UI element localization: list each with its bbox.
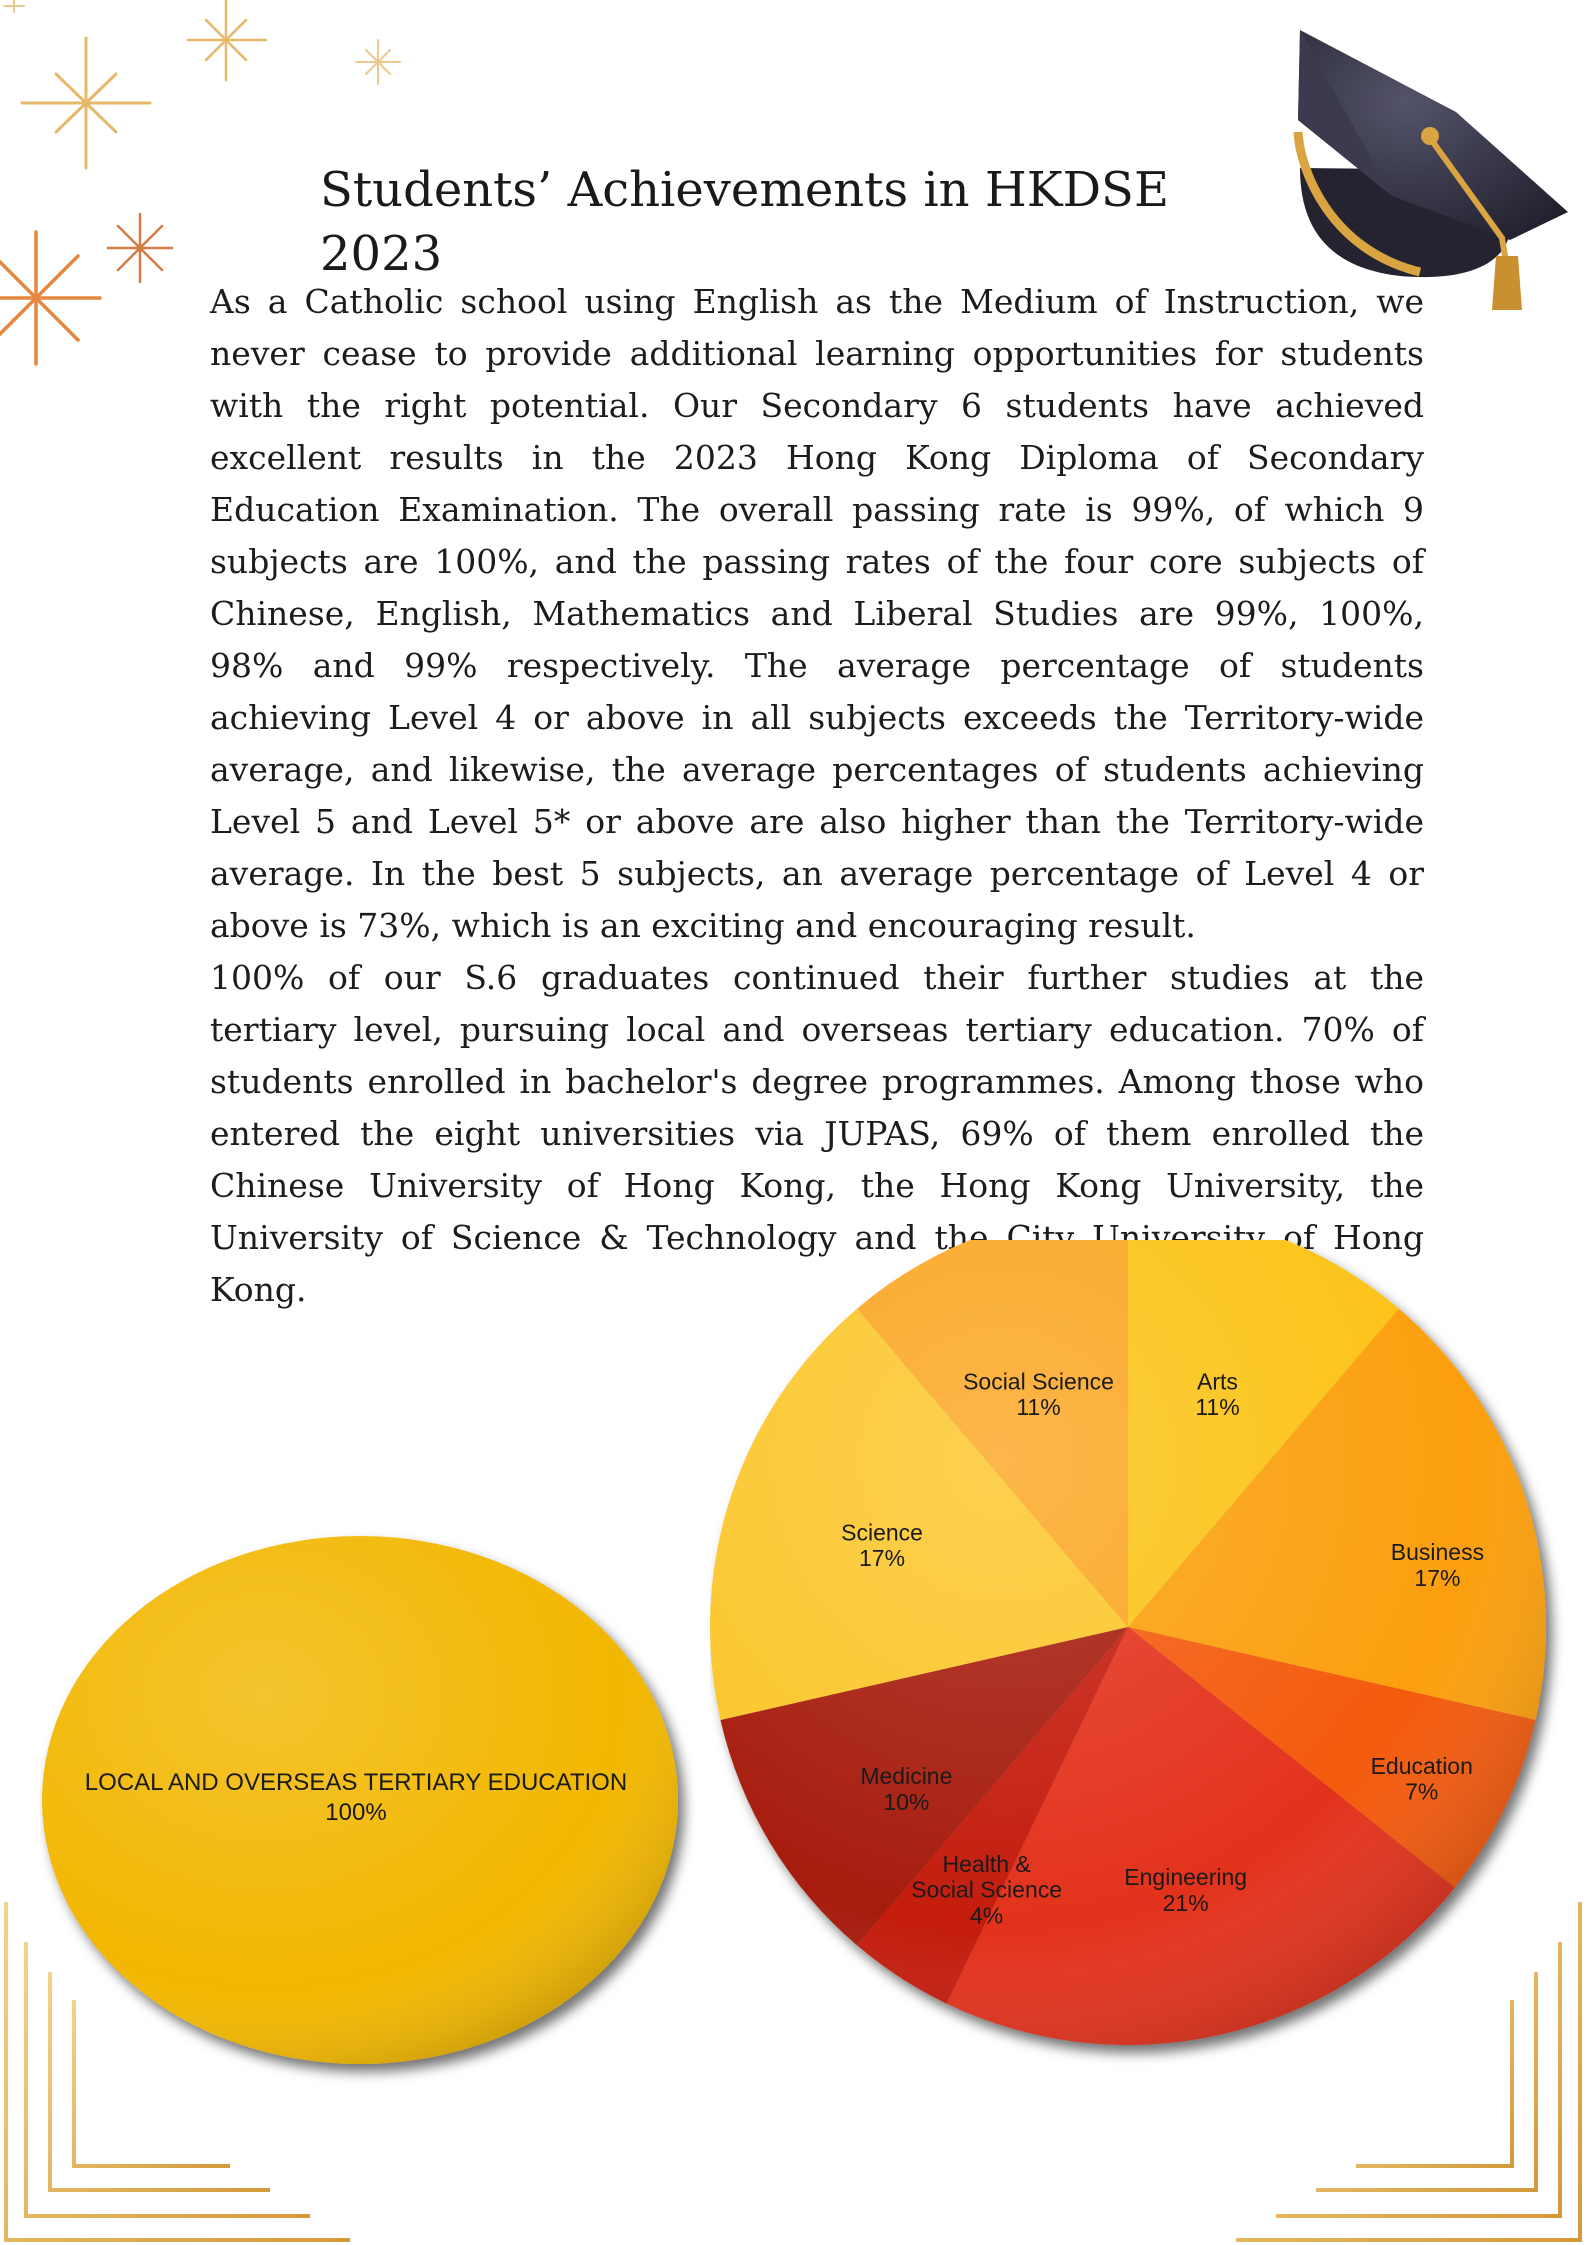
pie-shading	[710, 1240, 1546, 2045]
sparkle-icon	[356, 40, 400, 84]
graduation-cap-icon	[1298, 30, 1568, 310]
pie-label-social-science: Social Science	[963, 1368, 1114, 1395]
paragraph-results: As a Catholic school using English as the Medium of Instruction, we never cease to provide additional learning opportunities for students with the right potential. Our Secondary 6 students have achieved excellent results in the 2023 Hong Kong Diploma of Secondary Education Examination. The overall passing rate is 99%, of which 9 subjects are 100%, and the passing rates of the four core subjects of Chinese, English, Mathematics and Liberal Studies are 99%, 100%, 98% and 99% respectively. The average percentage of students achieving Level 4 or above in all subjects exceeds the Territory-wide average, and likewise, the average percentages of students achieving Level 5 and Level 5* or above are also higher than the Territory-wide average. In the best 5 subjects, an average percentage of Level 4 or above is 73%, which is an exciting and encouraging result.	[210, 282, 1424, 945]
pie-value-engineering: 21%	[1162, 1889, 1209, 1916]
pie-value-social-science: 11%	[1016, 1394, 1061, 1421]
pie-value-business: 17%	[1414, 1564, 1461, 1591]
pie-label-medicine: Medicine	[860, 1763, 953, 1790]
subject-distribution-pie-chart	[710, 1240, 1587, 2120]
tertiary-education-pie-svg	[40, 1530, 720, 2130]
pie-label-business: Business	[1390, 1539, 1485, 1566]
pie-value-medicine: 10%	[883, 1788, 930, 1815]
page-title: Students’ Achievements in HKDSE 2023	[320, 162, 1169, 282]
pie-value-local-and-overseas-tertiary-education: 100%	[325, 1799, 387, 1826]
pie-label-local-and-overseas-tertiary-education: LOCAL AND OVERSEAS TERTIARY EDUCATION	[84, 1769, 628, 1796]
sparkle-icon	[4, 0, 24, 12]
pie-value-science: 17%	[859, 1545, 906, 1572]
pie-label-education: Education	[1370, 1752, 1473, 1779]
pie-label-engineering: Engineering	[1124, 1864, 1248, 1891]
sparkle-icon	[22, 38, 150, 168]
sparkle-icon	[0, 232, 100, 364]
pie-label-health-and-social-science: Health & Social Science	[911, 1850, 1063, 1903]
sparkle-icon	[108, 214, 172, 282]
pie-label-science: Science	[841, 1519, 923, 1546]
subject-distribution-pie-svg	[710, 1240, 1587, 2120]
paragraph-further-studies: 100% of our S.6 graduates continued their further studies at the tertiary level, pursuing local and overseas tertiary education. 70% of students enrolled in bachelor's degree programmes. Among those who entered the eight universities via JUPAS, 69% of them enrolled the Chinese University of Hong Kong, the Hong Kong University, the University of Science & Technology and the City University of Hong Kong.	[210, 958, 1424, 1309]
pie-label-arts: Arts	[1197, 1368, 1238, 1395]
sparkle-icon	[188, 0, 266, 80]
pie-value-arts: 11%	[1195, 1394, 1240, 1421]
pie-value-education: 7%	[1405, 1778, 1439, 1805]
intro-text	[210, 276, 1424, 1316]
tertiary-education-pie-chart	[40, 1530, 720, 2130]
pie-value-health-and-social-science: 4%	[969, 1902, 1004, 1929]
